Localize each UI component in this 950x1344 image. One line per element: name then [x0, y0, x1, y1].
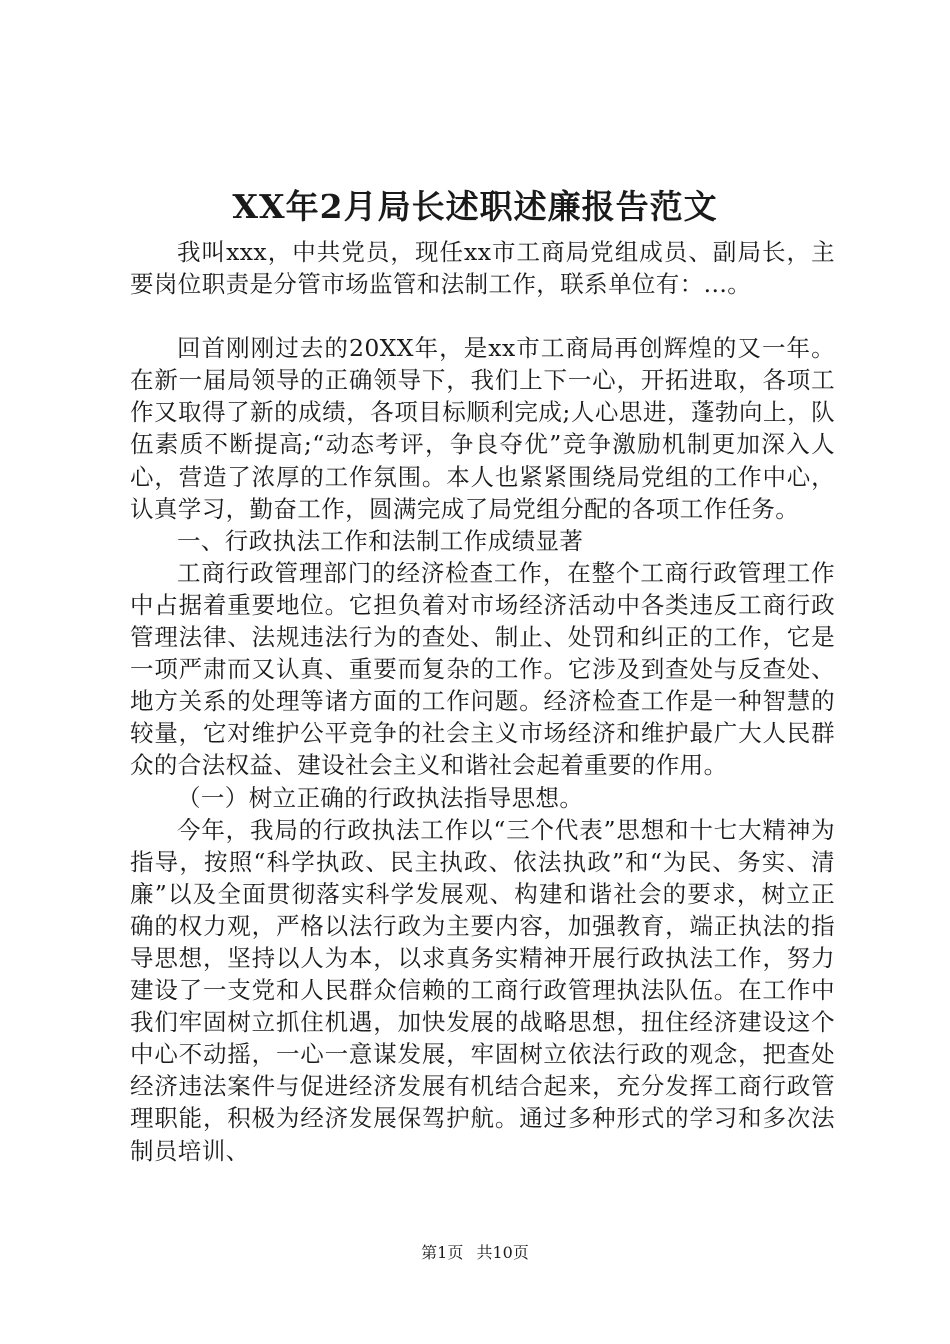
section-heading-1: 一、行政执法工作和法制工作成绩显著 — [177, 526, 584, 555]
page-footer — [0, 1242, 950, 1264]
page-number: 第1页 — [421, 1243, 464, 1262]
document-body — [130, 236, 835, 1167]
page-total: 共10页 — [476, 1243, 529, 1262]
paragraph-economic-inspection: 工商行政管理部门的经济检查工作，在整个工商行政管理工作中占据着重要地位。它担负着对市场经济活动中各类违反工商行政管理法律、法规违法行为的查处、制止、处罚和纠正的工作，它是一项严肃而又认真、重要而复杂的工作。它涉及到查处与反查处、地方关系的处理等诸方面的工作问题。经济检查工作是一种智慧的较量，它对维护公平竞争的社会主义市场经济和维护最广大人民群众的合法权益、建设社会主义和谐社会起着重要的作用。 — [130, 558, 835, 780]
subsection-heading-1: （一）树立正确的行政执法指导思想。 — [177, 783, 584, 812]
document-title: XX年2月局长述职述廉报告范文 — [232, 187, 718, 226]
paragraph-review: 回首刚刚过去的20XX年，是xx市工商局再创辉煌的又一年。在新一届局领导的正确领导下，我们上下一心，开拓进取，各项工作又取得了新的成绩，各项目标顺利完成;人心思进，蓬勃向上，队伍素质不断提高;“动态考评，争良夺优”竞争激励机制更加深入人心，营造了浓厚的工作氛围。本人也紧紧围绕局党组的工作中心，认真学习，勤奋工作，圆满完成了局党组分配的各项工作任务。 — [130, 334, 835, 523]
paragraph-intro: 我叫xxx，中共党员，现任xx市工商局党组成员、副局长，主要岗位职责是分管市场监管和法制工作，联系单位有：...。 — [130, 238, 835, 299]
paragraph-enforcement: 今年，我局的行政执法工作以“三个代表”思想和十七大精神为指导，按照“科学执政、民主执政、依法执政”和“为民、务实、清廉”以及全面贯彻落实科学发展观、构建和谐社会的要求，树立正确的权力观，严格以法行政为主要内容，加强教育，端正执法的指导思想，坚持以人为本，以求真务实精神开展行政执法工作，努力建设了一支党和人民群众信赖的工商行政管理执法队伍。在工作中我们牢固树立抓住机遇，加快发展的战略思想，扭住经济建设这个中心不动摇，一心一意谋发展，牢固树立依法行政的观念，把查处经济违法案件与促进经济发展有机结合起来，充分发挥工商行政管理职能，积极为经济发展保驾护航。通过多种形式的学习和多次法制员培训、 — [130, 815, 835, 1165]
